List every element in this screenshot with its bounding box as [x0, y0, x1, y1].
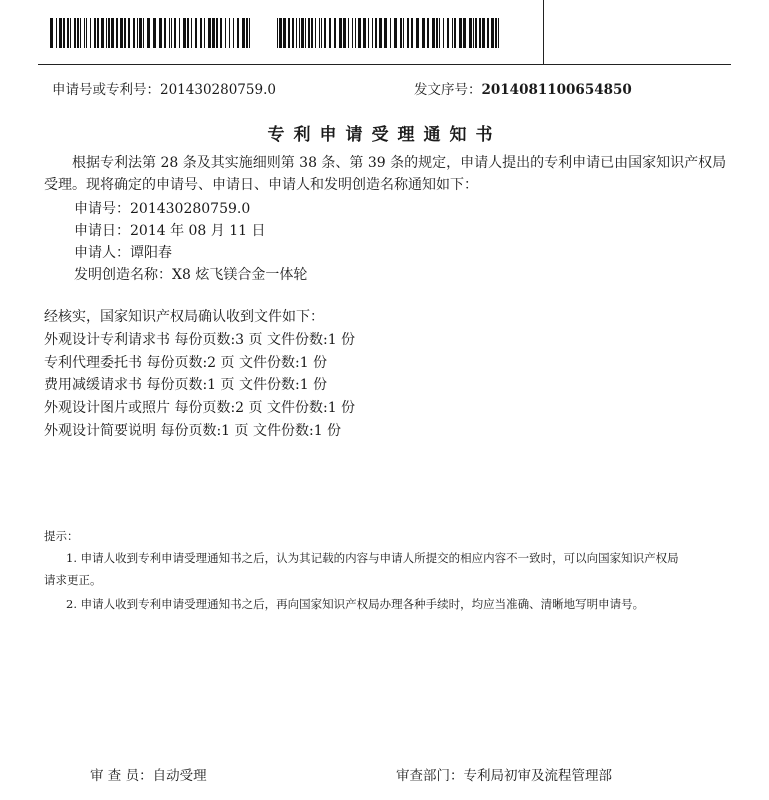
header-divider-vertical: [543, 0, 544, 64]
application-number: [52, 78, 276, 98]
application-number-label: 申请号或专利号：: [52, 82, 160, 98]
intro-paragraph: 根据专利法第 28 条及其实施细则第 38 条、第 39 条的规定，申请人提出的专利申请已由国家知识产权局受理。现将确定的申请号、申请日、申请人和发明创造名称通知如下：: [44, 155, 727, 193]
page-title: 专利申请受理通知书: [267, 125, 502, 145]
document-item: 费用减缓请求书 每份页数:1 页 文件份数:1 份: [44, 377, 328, 393]
document-item: 外观设计图片或照片 每份页数:2 页 文件份数:1 份: [44, 400, 356, 416]
detail-filing-date: 申请日：2014 年 08 月 11 日: [74, 223, 266, 239]
application-number-value: 201430280759.0: [160, 82, 276, 98]
document-item: 外观设计简要说明 每份页数:1 页 文件份数:1 份: [44, 423, 342, 439]
note-item-2: 2. 申请人收到专利申请受理通知书之后，再向国家知识产权局办理各种手续时，均应当准确、清晰地写明申请号。: [66, 597, 645, 611]
document-item: 外观设计专利请求书 每份页数:3 页 文件份数:1 份: [44, 332, 356, 348]
detail-applicant: 申请人：谭阳春: [74, 245, 172, 261]
document-serial-value: 2014081100654850: [481, 82, 632, 98]
examining-department: 审查部门：专利局初审及流程管理部: [396, 768, 612, 784]
note-item-1-continued: 请求更正。: [44, 573, 102, 587]
document-serial-label: 发文序号：: [414, 82, 482, 98]
header-divider-horizontal: [38, 64, 731, 65]
note-item-1: 1. 申请人收到专利申请受理通知书之后，认为其记载的内容与申请人所提交的相应内容不一致时，可以向国家知识产权局: [66, 551, 679, 565]
detail-invention-title: 发明创造名称：X8 炫飞镁合金一体轮: [74, 267, 308, 283]
detail-application-number: 申请号：201430280759.0: [74, 201, 251, 217]
barcode-left: [50, 18, 250, 48]
barcode-right: [277, 18, 500, 48]
notes-heading: 提示：: [44, 529, 79, 543]
confirm-heading: 经核实，国家知识产权局确认收到文件如下：: [44, 309, 324, 325]
examiner: 审 查 员：自动受理: [90, 768, 207, 784]
document-item: 专利代理委托书 每份页数:2 页 文件份数:1 份: [44, 355, 328, 371]
document-serial: [414, 78, 632, 98]
